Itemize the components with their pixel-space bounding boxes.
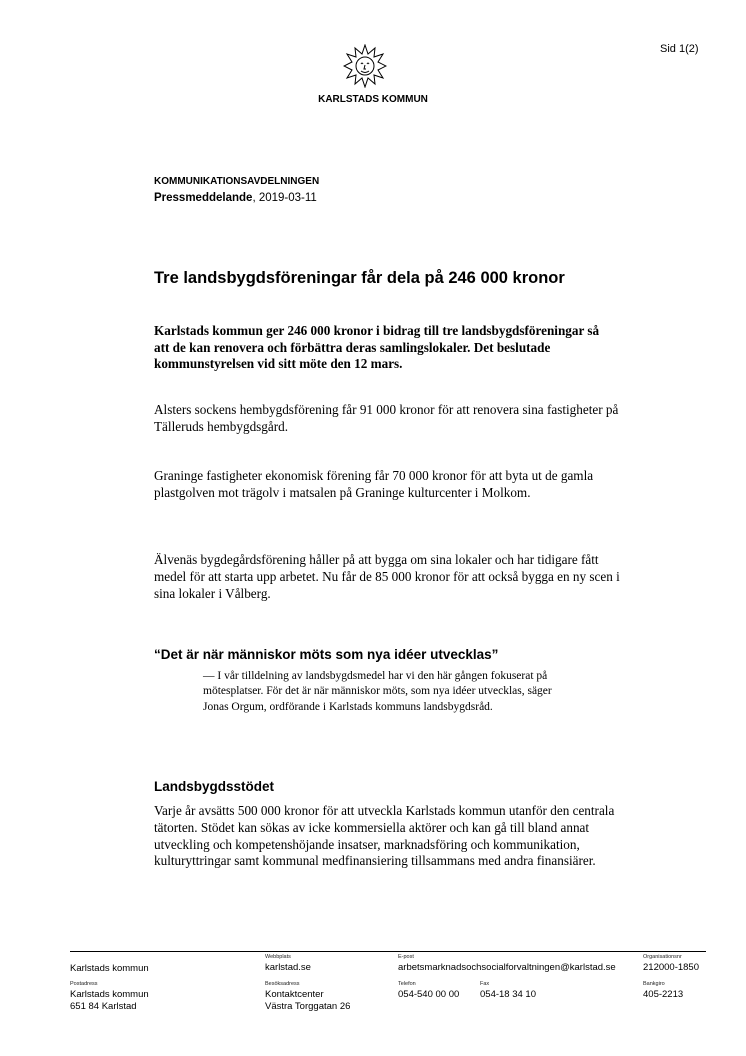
footer-divider [70,951,706,952]
footer-bankgiro: 405-2213 [643,989,684,1000]
headline: Tre landsbygdsföreningar får dela på 246 000 kronor [154,269,565,287]
footer-orgnr-label: Organisationsnr [643,954,682,960]
paragraph-2: Graninge fastigheter ekonomisk förening får 70 000 kronor för att byta ut de gamla plastgolven mot trägolv i matsalen på Graninge kulturcenter i Molkom. [154,468,594,500]
press-line [154,192,317,204]
footer-postal-line-1: Karlstads kommun [70,989,149,1000]
footer-web-link[interactable]: karlstad.se [265,962,311,973]
footer-orgnr: 212000-1850 [643,962,699,973]
footer-visit-line-1: Kontaktcenter [265,989,324,1000]
footer-web-label: Webbplats [265,954,291,960]
footer-postal-line-2: 651 84 Karlstad [70,1001,137,1012]
footer-phone[interactable]: 054-540 00 00 [398,989,460,1000]
press-label: Pressmeddelande [154,192,253,204]
footer-bankgiro-label: Bankgiro [643,981,665,987]
footer-email-link[interactable]: arbetsmarknadsochsocialforvaltningen@karlstad.se [398,962,616,973]
sun-logo-icon [343,44,387,88]
page-number: Sid 1(2) [660,43,699,55]
footer-visit-line-2: Västra Torggatan 26 [265,1001,351,1012]
quote-text: — I vår tilldelning av landsbygdsmedel har vi den här gången fokuserat på mötesplatser. För det är när människor möts, som nya idéer utvecklas, säger Jonas Orgum, ordförande i Karlstads kommuns landsbygdsråd. [203,670,552,713]
section-heading: Landsbygdsstödet [154,779,275,794]
org-name: KARLSTADS KOMMUN [318,94,428,105]
footer-org: Karlstads kommun [70,963,149,974]
footer-postal-label: Postadress [70,981,98,987]
footer-visit-label: Besöksadress [265,981,300,987]
paragraph-1: Alsters sockens hembygdsförening får 91 000 kronor för att renovera sina fastigheter på Tälleruds hembygdsgård. [154,402,619,434]
quote-heading: “Det är när människor möts som nya idéer utvecklas” [154,647,499,662]
footer-email-label: E-post [398,954,414,960]
department: KOMMUNIKATIONSAVDELNINGEN [154,176,320,187]
section-paragraph: Varje år avsätts 500 000 kronor för att utveckla Karlstads kommun utanför den centrala tätorten. Stödet kan sökas av icke kommersiella aktörer och kan gå till bland annat utveckling och kompetenshöjande insatser, marknadsföring och kommunikation, kulturyttringar samt kommunal medfinansiering tillsammans med andra finansiärer. [154,803,615,869]
footer-phone-label: Telefon [398,981,416,987]
press-date: , 2019-03-11 [252,192,317,204]
footer-fax: 054-18 34 10 [480,989,536,1000]
footer-fax-label: Fax [480,981,490,987]
lead-paragraph: Karlstads kommun ger 246 000 kronor i bidrag till tre landsbygdsföreningar så att de kan renovera och förbättra deras samlingslokaler. Det beslutade kommunstyrelsen vid sitt möte den 12 mars. [154,323,600,371]
paragraph-3: Älvenäs bygdegårdsförening håller på att bygga om sina lokaler och har tidigare fått medel för att starta upp arbetet. Nu får de 85 000 kronor för att också bygga en ny scen i sina lokaler i Vålberg. [154,552,620,601]
